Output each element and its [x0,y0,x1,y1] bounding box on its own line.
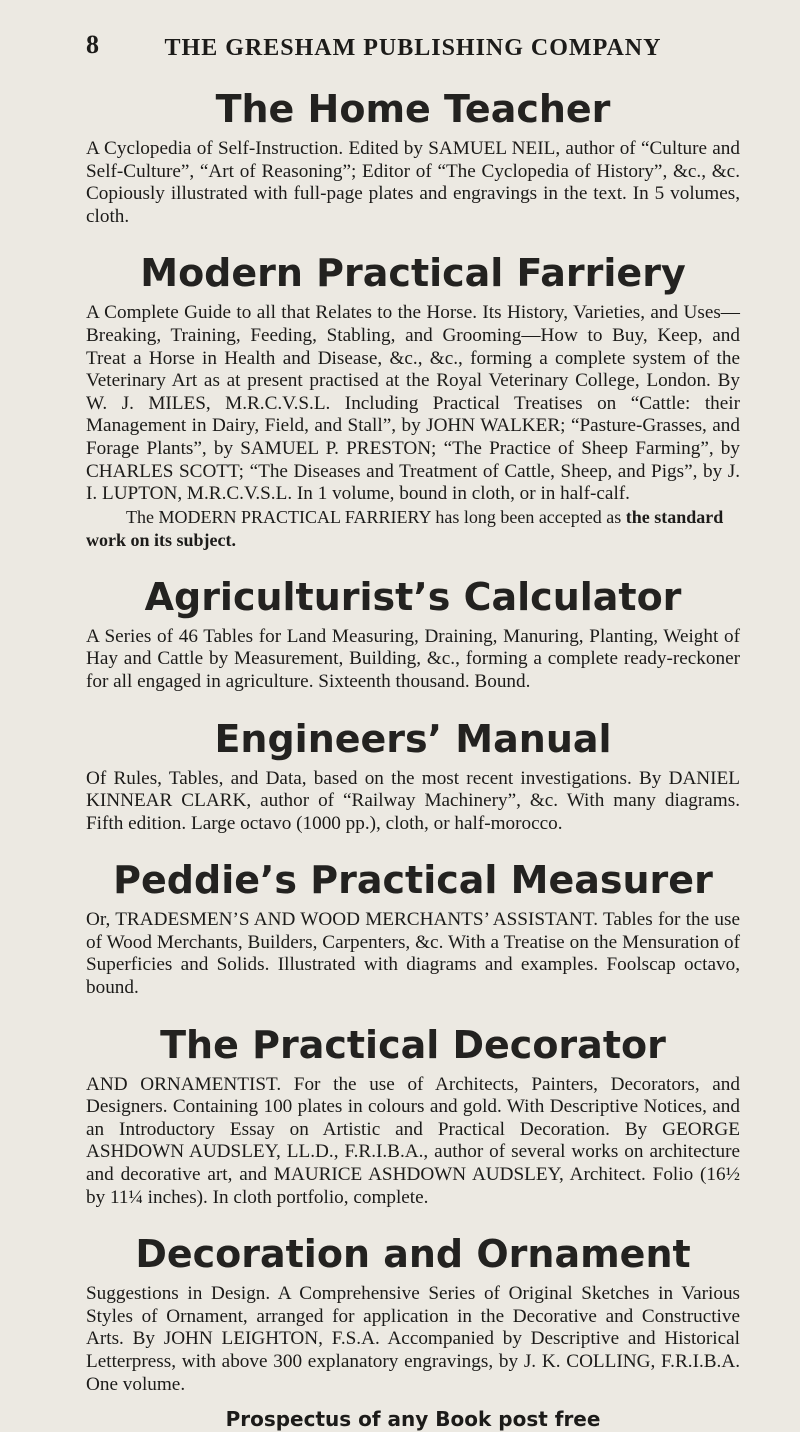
entry-note [86,506,740,552]
entry-description: AND ORNAMENTIST. For the use of Architects, Painters, Decorators, and Designers. Containing 100 plates in colours and gold. With Descriptive Notices, and an Introductory Essay on Artistic and Practical Decoration. By GEORGE ASHDOWN AUDSLEY, LL.D., F.R.I.B.A., author of several works on architecture and decorative art, and MAURICE ASHDOWN AUDSLEY, Architect. Folio (16½ by 11¼ inches). In cloth portfolio, complete. [86,1073,740,1208]
running-head [86,0,740,62]
entry-description: Suggestions in Design. A Comprehensive Series of Original Sketches in Various Styles of Ornament, arranged for application in the Decorative and Constructive Arts. By JOHN LEIGHTON, F.S.A. Accompanied by Descriptive and Historical Letterpress, with above 300 explanatory engravings, by J. K. COLLING, F.R.I.B.A. One volume. [86,1283,740,1395]
entry-description: A Cyclopedia of Self-Instruction. Edited by SAMUEL NEIL, author of “Culture and Self-Culture”, “Art of Reasoning”; Editor of “The Cyclopedia of History”, &c., &c. Copiously illustrated with full-page plates and engravings in the text. In 5 volumes, cloth. [86,138,740,227]
entry-title: Peddie’s Practical Measurer [113,858,713,903]
entry-description: Of Rules, Tables, and Data, based on the most recent investigations. By DANIEL KINNEAR CLARK, author of “Railway Machinery”, &c. With many diagrams. Fifth edition. Large octavo (1000 pp.), cloth, or half-morocco. [86,767,740,834]
entry-description: A Complete Guide to all that Relates to the Horse. Its History, Varieties, and Uses—Breaking, Training, Feeding, Stabling, and Grooming—How to Buy, Keep, and Treat a Horse in Health and Disease, &c., &c., forming a complete system of the Veterinary Art as at present practised at the Royal Veterinary College, London. By W. J. MILES, M.R.C.V.S.L. Including Practical Treatises on “Cattle: their Management in Dairy, Field, and Stall”, by JOHN WALKER; “Pasture-Grasses, and Forage Plants”, by SAMUEL P. PRESTON; “The Practice of Sheep Farming”, by CHARLES SCOTT; “The Diseases and Treatment of Cattle, Sheep, and Pigs”, by J. I. LUPTON, M.R.C.V.S.L. In 1 volume, bound in cloth, or in half-calf. [86,302,740,505]
entry-description: A Series of 46 Tables for Land Measuring, Draining, Manuring, Planting, Weight of Hay and Cattle by Measurement, Building, &c., forming a complete ready-reckoner for all engaged in agriculture. Sixteenth thousand. Bound. [86,625,740,692]
entry-title: Decoration and Ornament [135,1232,691,1277]
entry-note-text: The MODERN PRACTICAL FARRIERY has long been accepted as [126,506,622,527]
entry-modern-practical-farriery [86,250,740,551]
entry-decoration-and-ornament [86,1231,740,1396]
entry-title: Engineers’ Manual [214,716,612,761]
entry-description: Or, TRADESMEN’S AND WOOD MERCHANTS’ ASSISTANT. Tables for the use of Wood Merchants, Builders, Carpenters, &c. With a Treatise on the Mensuration of Superficies and Solids. Illustrated with diagrams and examples. Foolscap octavo, bound. [86,909,740,999]
entry-agriculturists-calculator [86,574,740,694]
publisher-heading: THE GRESHAM PUBLISHING COMPANY [164,35,662,61]
entry-title: The Home Teacher [215,87,611,131]
entry-title: The Practical Decorator [160,1022,666,1067]
entry-engineers-manual [86,716,740,836]
entry-title: Modern Practical Farriery [140,251,686,296]
entry-practical-decorator [86,1022,740,1210]
prospectus-notice: Prospectus of any Book post free [225,1407,601,1432]
entry-note-emphasis: the standard work on its subject. [86,506,724,550]
entry-home-teacher [86,86,740,228]
entry-title: Agriculturist’s Calculator [144,574,682,619]
page-number: 8 [86,30,99,59]
entry-peddies-practical-measurer [86,857,740,999]
